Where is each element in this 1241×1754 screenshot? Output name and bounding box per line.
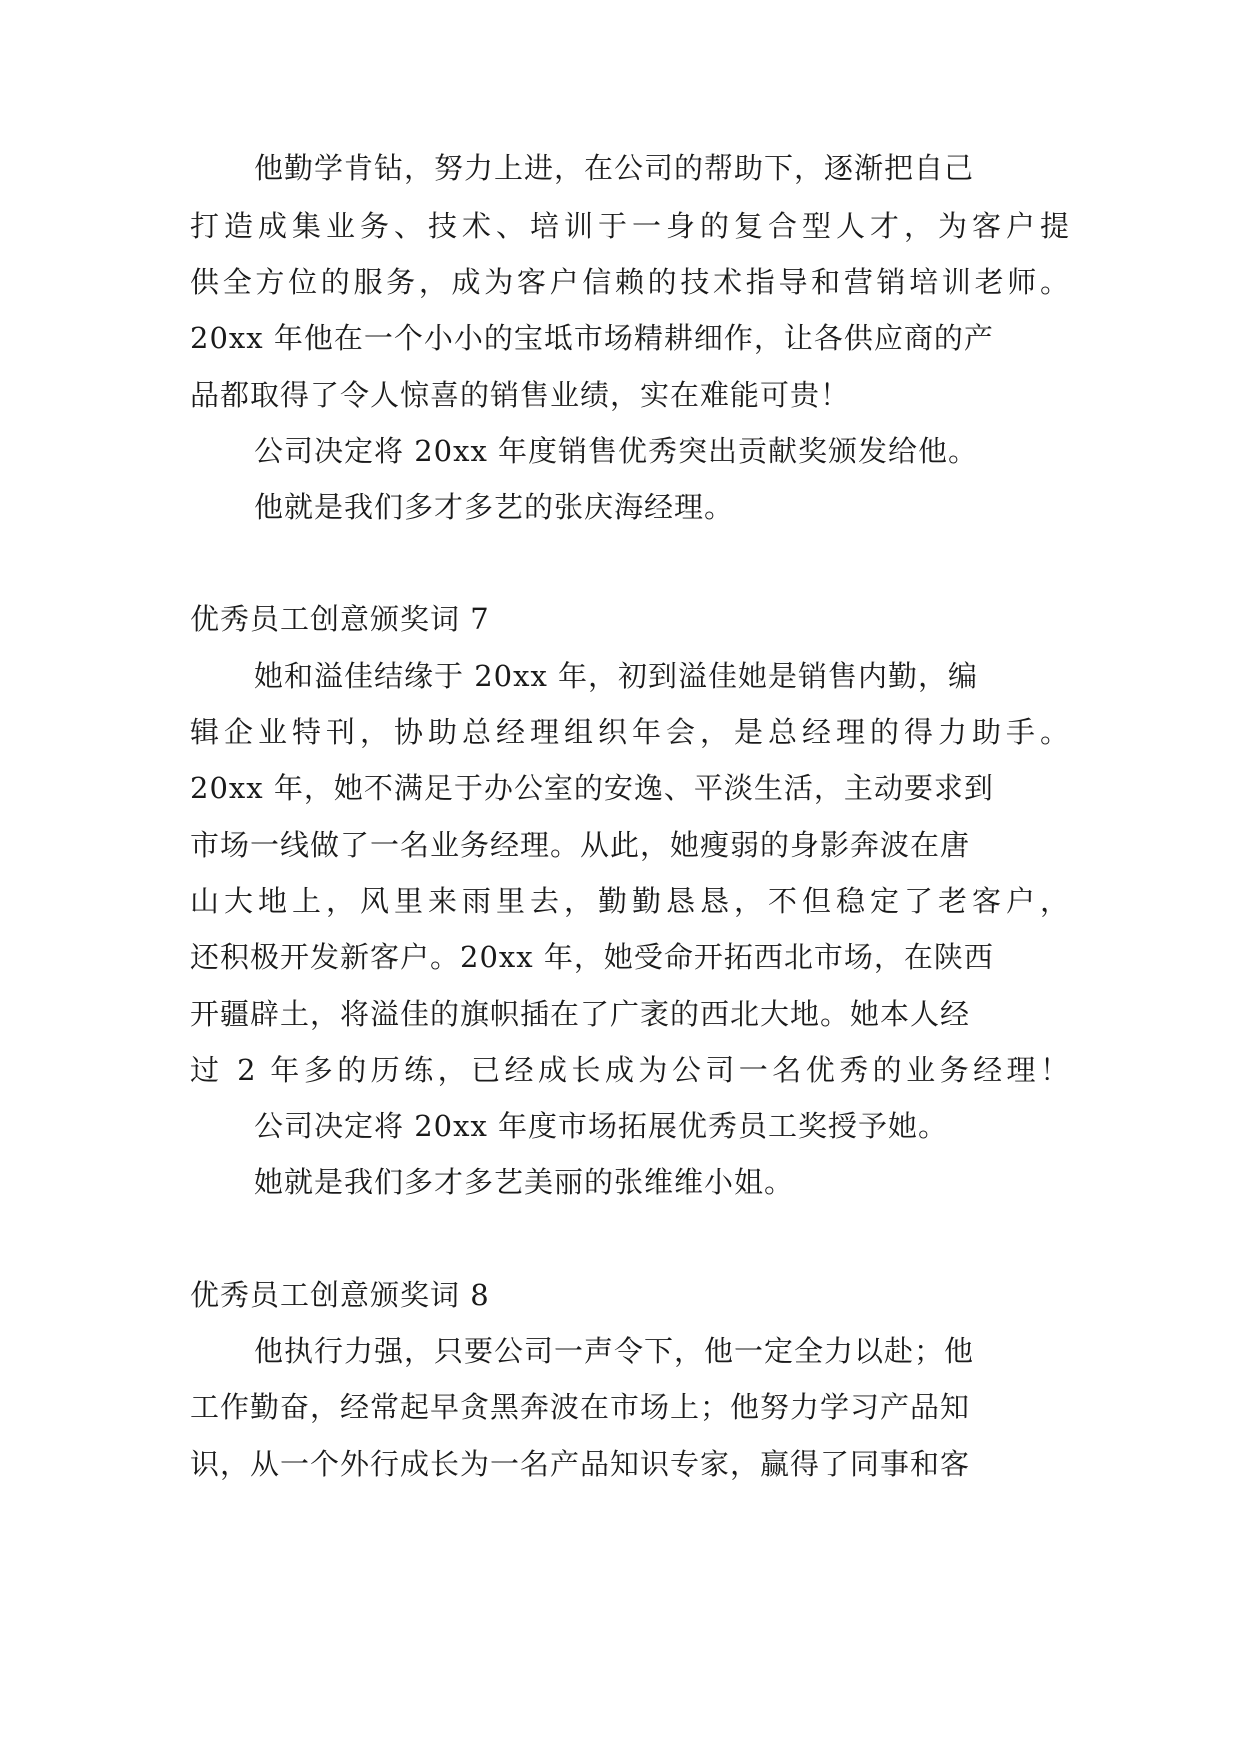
section-heading: 优秀员工创意颁奖词 7 — [190, 602, 490, 636]
section-heading: 优秀员工创意颁奖词 8 — [190, 1278, 490, 1312]
paragraph-line: 她和溢佳结缘于 20xx 年，初到溢佳她是销售内勤，编 — [254, 659, 979, 693]
award-line: 公司决定将 20xx 年度销售优秀突出贡献奖颁发给他。 — [254, 434, 979, 468]
paragraph-line: 20xx 年，她不满足于办公室的安逸、平淡生活，主动要求到 — [190, 771, 994, 805]
paragraph-line: 他勤学肯钻，努力上进，在公司的帮助下，逐渐把自己 — [254, 151, 975, 185]
paragraph-line: 开疆辟土，将溢佳的旗帜插在了广袤的西北大地。她本人经 — [190, 997, 971, 1031]
paragraph-line: 20xx 年他在一个小小的宝坻市场精耕细作，让各供应商的产 — [190, 321, 994, 355]
paragraph-line: 供全方位的服务，成为客户信赖的技术指导和营销培训老师。 — [190, 265, 1070, 299]
paragraph-line: 他执行力强，只要公司一声令下，他一定全力以赴；他 — [254, 1334, 975, 1368]
paragraph-line: 还积极开发新客户。20xx 年，她受命开拓西北市场，在陕西 — [190, 940, 994, 974]
award-line: 公司决定将 20xx 年度市场拓展优秀员工奖授予她。 — [254, 1109, 949, 1143]
paragraph-line: 品都取得了令人惊喜的销售业绩，实在难能可贵！ — [190, 378, 851, 412]
recipient-line: 她就是我们多才多艺美丽的张维维小姐。 — [254, 1165, 795, 1199]
paragraph-line: 市场一线做了一名业务经理。从此，她瘦弱的身影奔波在唐 — [190, 828, 971, 862]
paragraph-line: 山大地上，风里来雨里去，勤勤恳恳，不但稳定了老客户， — [190, 884, 1070, 918]
recipient-line: 他就是我们多才多艺的张庆海经理。 — [254, 490, 735, 524]
paragraph-line: 打造成集业务、技术、培训于一身的复合型人才，为客户提 — [190, 209, 1070, 243]
paragraph-line: 识，从一个外行成长为一名产品知识专家，赢得了同事和客 — [190, 1447, 971, 1481]
paragraph-line: 工作勤奋，经常起早贪黑奔波在市场上；他努力学习产品知 — [190, 1390, 971, 1424]
paragraph-line: 过 2 年多的历练，已经成长成为公司一名优秀的业务经理！ — [190, 1053, 1070, 1087]
paragraph-line: 辑企业特刊，协助总经理组织年会，是总经理的得力助手。 — [190, 715, 1070, 749]
